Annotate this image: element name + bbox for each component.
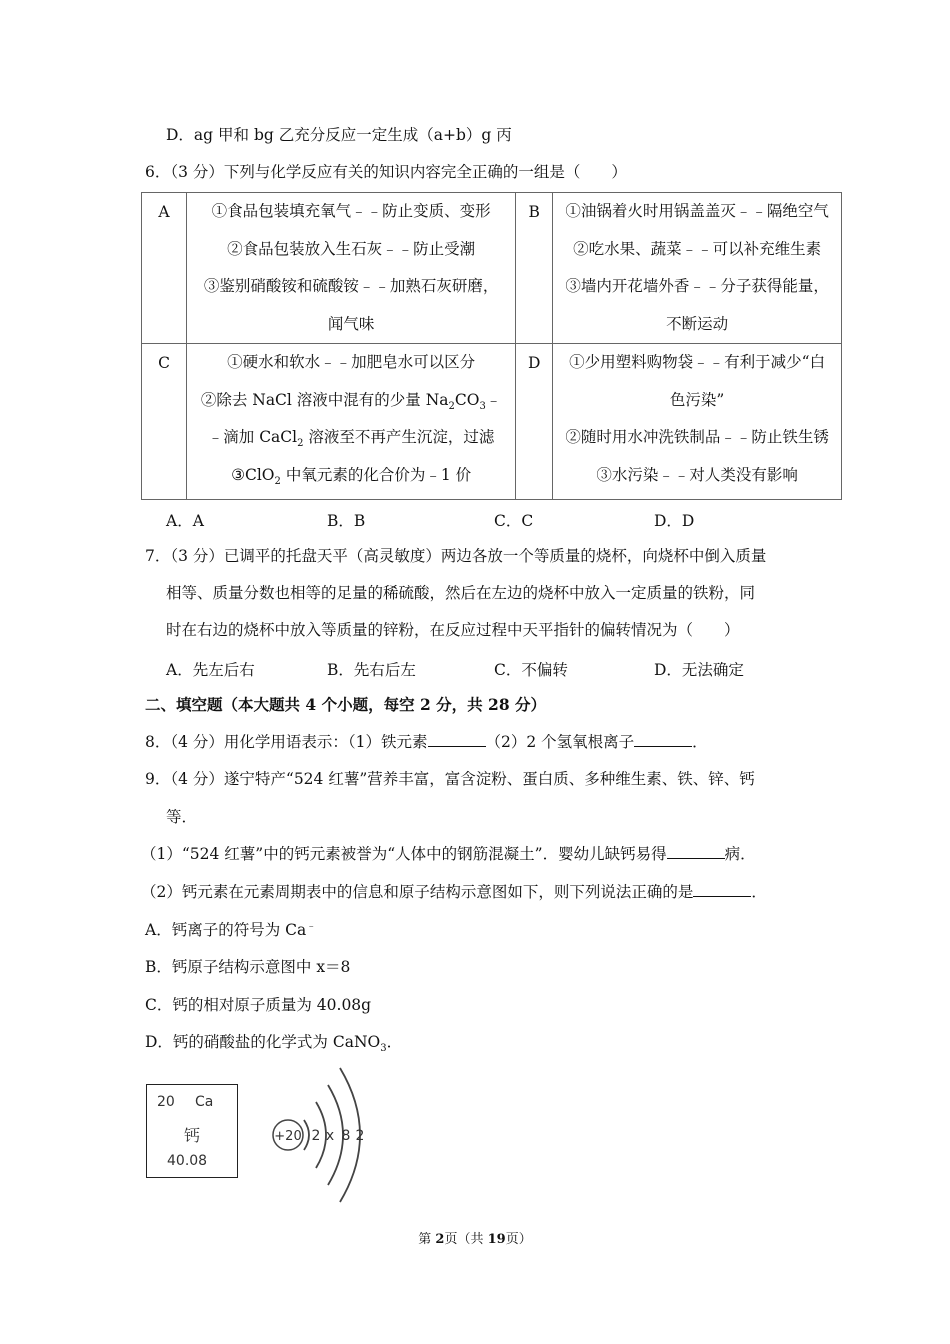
shell-3-electrons: 8 xyxy=(341,1128,351,1144)
q6-option-a: A．A xyxy=(166,512,204,530)
q9-option-a: A．钙离子的符号为 Ca﹣ xyxy=(145,920,317,939)
answer-blank xyxy=(667,844,725,859)
q6-b-line1: ①油锅着火时用锅盖盖灭﹣﹣隔绝空气 xyxy=(565,202,829,220)
q6-d-line1: ①少用塑料购物袋﹣﹣有利于减少“白 xyxy=(569,353,826,371)
answer-blank xyxy=(693,882,751,897)
q6-cell-label-b: B xyxy=(516,193,553,344)
section-heading: 二、填空题（本大题共 4 个小题，每空 2 分，共 28 分） xyxy=(145,695,547,714)
q6-cell-b xyxy=(553,193,842,344)
q7-option-c: C．不偏转 xyxy=(494,661,568,679)
q6-b-line4: 不断运动 xyxy=(666,314,729,333)
q9-option-d: D．钙的硝酸盐的化学式为 CaNO$_3$． xyxy=(145,1033,403,1055)
q7-option-b: B．先右后左 xyxy=(327,661,416,679)
answer-blank xyxy=(634,732,692,747)
q9-option-b: B．钙原子结构示意图中 x＝8 xyxy=(145,958,351,976)
q9-part1: （1）“524 红薯”中的钙元素被誉为“人体中的钢筋混凝土”．婴幼儿缺钙易得 病． xyxy=(141,845,756,863)
shell-1-electrons: 2 xyxy=(311,1128,321,1144)
q7-option-a: A．先左后右 xyxy=(166,661,255,679)
q7-line2: 相等、质量分数也相等的足量的稀硫酸，然后在左边的烧杯中放入一定质量的铁粉，同 xyxy=(166,584,756,602)
q6-b-line2: ②吃水果、蔬菜﹣﹣可以补充维生素 xyxy=(573,239,822,258)
q6-d-line3: ②随时用水冲洗铁制品﹣﹣防止铁生锈 xyxy=(565,428,829,446)
shell-2-electrons: x xyxy=(325,1128,335,1144)
q6-cell-d xyxy=(553,344,842,500)
element-name: 钙 xyxy=(183,1126,200,1145)
q6-d-line4: ③水污染﹣﹣对人类没有影响 xyxy=(596,465,798,484)
q6-cell-c xyxy=(187,344,516,500)
q6-b-line3: ③墙内开花墙外香﹣﹣分子获得能量， xyxy=(565,277,829,295)
q6-a-line1: ①食品包装填充氧气﹣﹣防止变质、变形 xyxy=(211,202,491,220)
q7-line1: 7．（3 分）已调平的托盘天平（高灵敏度）两边各放一个等质量的烧杯，向烧杯中倒入质量 xyxy=(145,547,767,565)
q6-option-c: C．C xyxy=(494,512,534,530)
q6-c-line1: ①硬水和软水﹣﹣加肥皂水可以区分 xyxy=(227,353,476,371)
page-footer: 第 2页（共 19页） xyxy=(418,1232,532,1247)
q6-table xyxy=(141,192,842,500)
q6-d-line2: 色污染” xyxy=(669,390,725,409)
q6-stem: 6．（3 分）下列与化学反应有关的知识内容完全正确的一组是（ ） xyxy=(145,163,627,181)
q7-line3: 时在右边的烧杯中放入等质量的锌粉，在反应过程中天平指针的偏转情况为（ ） xyxy=(166,621,740,639)
periodic-element-card xyxy=(146,1084,238,1178)
element-symbol: Ca xyxy=(195,1094,214,1110)
shell-4-electrons: 2 xyxy=(355,1128,365,1144)
atomic-number: 20 xyxy=(157,1094,175,1110)
q9-line1: 9．（4 分）遂宁特产“524 红薯”营养丰富，富含淀粉、蛋白质、多种维生素、铁、锌、钙 xyxy=(145,770,755,788)
atomic-mass: 40.08 xyxy=(167,1153,208,1169)
q6-option-b: B．B xyxy=(327,512,366,530)
q8: 8．（4 分）用化学用语表示：（1）铁元素 （2）2 个氢氧根离子 ． xyxy=(145,733,708,751)
q6-c-line2: ②除去 NaCl 溶液中混有的少量 $Na_2CO_3﹣$ xyxy=(200,390,502,412)
q6-cell-a xyxy=(187,193,516,344)
q6-cell-label-d: D xyxy=(516,344,553,500)
electron-shell-1 xyxy=(304,1120,309,1150)
atomic-structure-diagram xyxy=(268,1060,378,1210)
q9-option-c: C．钙的相对原子质量为 40.08g xyxy=(145,996,372,1014)
q6-a-line4: 闻气味 xyxy=(327,314,375,333)
q6-cell-label-a: A xyxy=(142,193,187,344)
q7-option-d: D．无法确定 xyxy=(654,661,744,679)
q6-cell-label-c: C xyxy=(142,344,187,500)
q6-c-line3: ﹣滴加 CaCl$_2$ 溶液至不再产生沉淀，过滤 xyxy=(207,428,495,450)
q5-option-d: D．ag 甲和 bg 乙充分反应一定生成（a+b）g 丙 xyxy=(166,126,512,144)
nucleus-charge: +20 xyxy=(274,1129,302,1144)
answer-blank xyxy=(428,732,486,747)
q6-c-line4: ③ClO$_2$ 中氧元素的化合价为﹣1 价 xyxy=(231,465,472,487)
q6-a-line2: ②食品包装放入生石灰﹣﹣防止受潮 xyxy=(227,239,476,258)
q6-a-line3: ③鉴别硝酸铵和硫酸铵﹣﹣加熟石灰研磨， xyxy=(203,277,499,295)
q9-part2: （2）钙元素在元素周期表中的信息和原子结构示意图如下，则下列说法正确的是 ． xyxy=(141,883,767,901)
q6-option-d: D．D xyxy=(654,512,695,530)
q9-line2: 等． xyxy=(166,808,198,826)
